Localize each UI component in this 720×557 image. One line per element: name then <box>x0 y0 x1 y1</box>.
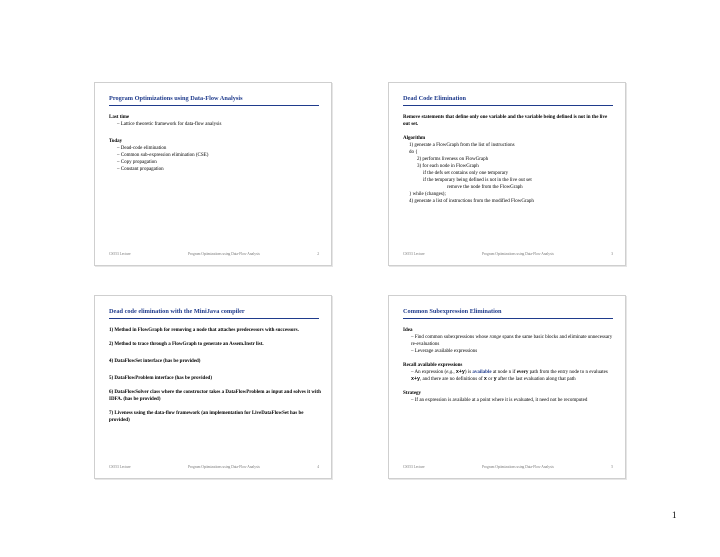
footer-topic: Program Optimizations using Data-Flow Analysis <box>482 252 554 256</box>
task-item: 4) DataFlowSet interface (has be provided) <box>109 359 201 364</box>
algorithm-line: 4) generate a list of instructions from the modified FlowGraph <box>409 199 534 204</box>
slide-title: Common Subexpression Elimination <box>403 308 613 319</box>
algorithm-line: 3) for each node in FlowGraph <box>417 164 479 169</box>
bullet-item: – Common sub-expression elimination (CSE) <box>117 153 209 158</box>
algorithm-line: if the temporary being defined is not in the live out set <box>423 178 532 183</box>
heading-recall: Recall available expressions <box>403 363 463 368</box>
task-item: 1) Method in FlowGraph for removing a node that attaches predecessors with successors. <box>109 328 299 333</box>
footer-course: CS553 Lecture <box>403 252 425 256</box>
bullet-item: – Leverage available expressions <box>411 349 478 354</box>
footer-course: CS553 Lecture <box>109 465 131 469</box>
footer-slide-number: 4 <box>317 465 319 469</box>
slide-body <box>403 114 615 205</box>
task-item: 5) DataFlowProblem interface (has be provided) <box>109 376 212 381</box>
algorithm-line: 2) performs liveness on FlowGraph <box>417 157 489 162</box>
algorithm-line: 1) generate a FlowGraph from the list of instructions <box>409 143 515 148</box>
slide-footer <box>109 465 319 469</box>
footer-topic: Program Optimizations using Data-Flow Analysis <box>188 465 260 469</box>
footer-course: CS553 Lecture <box>109 252 131 256</box>
slide-footer <box>109 252 319 256</box>
bullet-item: – If an expression is available at a point where it is evaluated, it need not be recomputed <box>411 398 588 403</box>
slide-common-subexpression-elimination <box>388 295 626 479</box>
heading-idea: Idea <box>403 328 413 333</box>
heading-algorithm: Algorithm <box>403 136 426 141</box>
task-item: 6) DataFlowSolver class where the constructor takes a DataFlowProblem as input and solves it with IDFA. (has be provided) <box>109 390 321 402</box>
footer-course: CS553 Lecture <box>403 465 425 469</box>
heading-strategy: Strategy <box>403 391 422 396</box>
bullet-item: – Dead-code elimination <box>117 146 167 151</box>
algorithm-line: do { <box>409 150 418 155</box>
slide-footer <box>403 252 613 256</box>
footer-slide-number: 3 <box>611 252 613 256</box>
footer-slide-number: 2 <box>317 252 319 256</box>
task-item: 7) Liveness using the data-flow framework (an implementation for LiveDataFlowSet has be provided) <box>109 411 304 423</box>
slide-minijava-dead-code <box>94 295 332 479</box>
bullet-item: – Find common subexpressions whose range spans the same basic blocks and eliminate unnecessary re-evaluations <box>411 335 613 347</box>
slide-program-optimizations <box>94 82 332 266</box>
heading-last-time: Last time <box>109 115 130 120</box>
slide-body <box>109 327 321 424</box>
algorithm-line: } while (changes); <box>409 192 446 197</box>
slide-dead-code-elimination <box>388 82 626 266</box>
footer-topic: Program Optimizations using Data-Flow Analysis <box>188 252 260 256</box>
algorithm-line: remove the node from the FlowGraph <box>447 185 523 190</box>
bullet-item: – Copy propagation <box>117 160 157 165</box>
intro-text: Remove statements that define only one variable and the variable being defined is not in the live out set. <box>403 115 608 127</box>
slide-title: Program Optimizations using Data-Flow Analysis <box>109 95 319 106</box>
heading-today: Today <box>109 139 123 144</box>
slide-footer <box>403 465 613 469</box>
slide-body <box>403 327 615 404</box>
bullet-item: – An expression (e.g., x+y) is available at node n if every path from the entry node to n evaluates x+y, and there are no definitions of x or y after the last evaluation along that path <box>411 369 608 382</box>
task-item: 2) Method to trace through a FlowGraph to generate an Assem.Instr list. <box>109 342 264 347</box>
page-number: 1 <box>672 510 677 520</box>
footer-topic: Program Optimizations using Data-Flow Analysis <box>482 465 554 469</box>
slide-body <box>109 114 321 173</box>
slide-title: Dead code elimination with the MiniJava compiler <box>109 308 319 319</box>
footer-slide-number: 5 <box>611 465 613 469</box>
bullet-item: – Constant propagation <box>117 167 164 172</box>
slide-title: Dead Code Elimination <box>403 95 613 106</box>
bullet-item: – Lattice theoretic framework for data-flow analysis <box>117 122 222 127</box>
algorithm-line: if the defs set contains only one temporary <box>423 171 509 176</box>
